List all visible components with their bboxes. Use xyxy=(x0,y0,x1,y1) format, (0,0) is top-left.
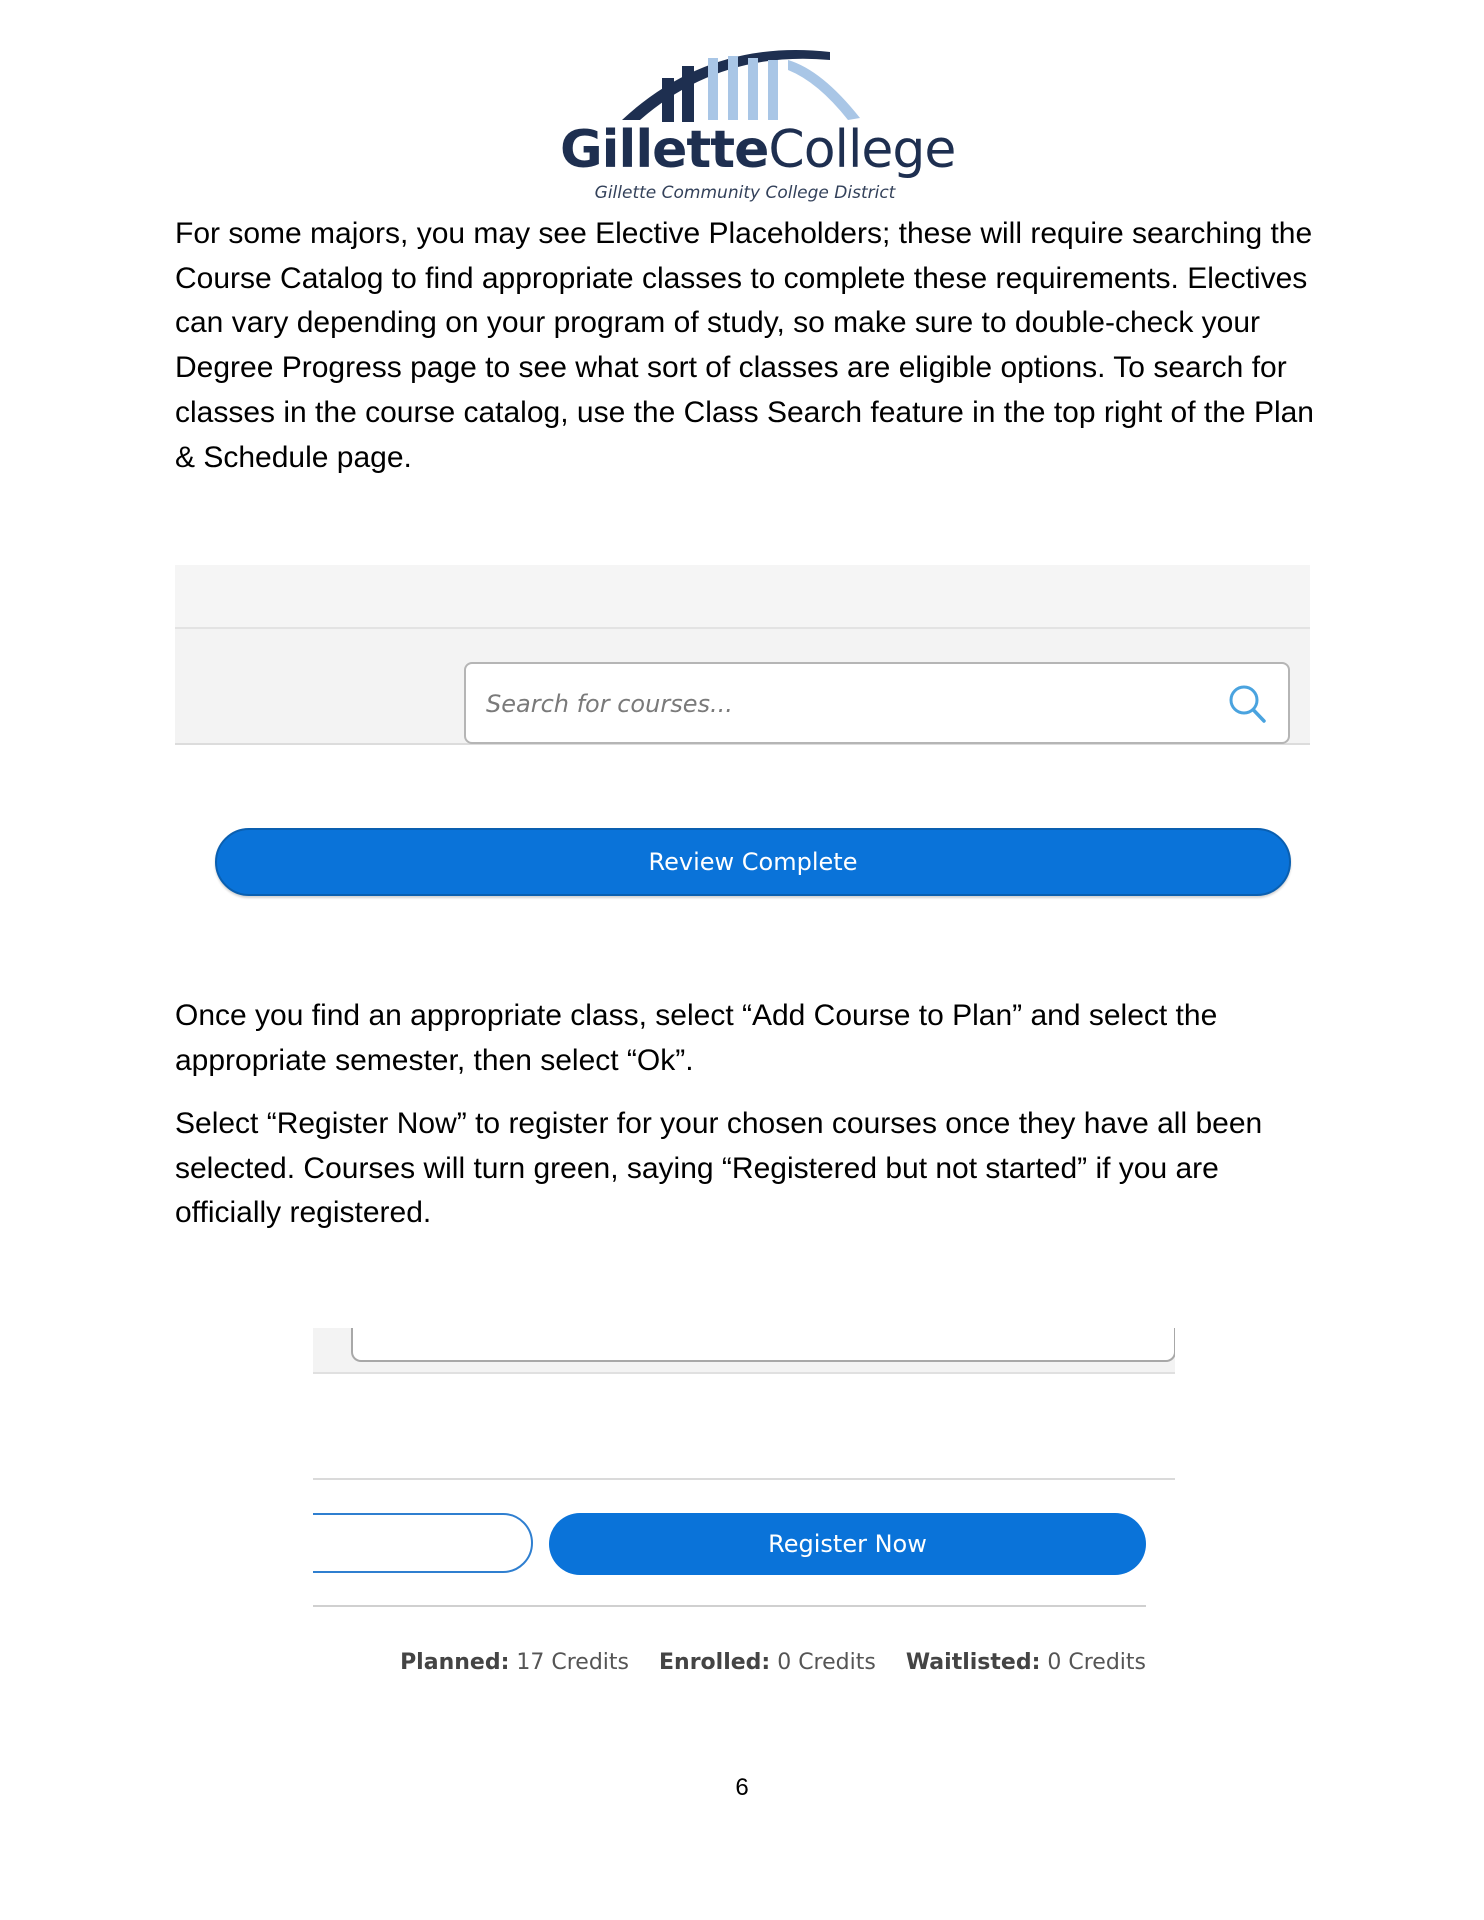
planned-credits: Planned: 17 Credits xyxy=(400,1650,629,1675)
bridge-arch-icon xyxy=(560,46,930,126)
course-search-field[interactable] xyxy=(464,662,1290,744)
page-number: 6 xyxy=(735,1774,749,1801)
toolbar-strip xyxy=(175,565,1310,629)
waitlisted-credits: Waitlisted: 0 Credits xyxy=(905,1650,1146,1675)
paragraph-elective-placeholders: For some majors, you may see Elective Placeholders; these will require searching the Course Catalog to find appropriate classes to complete these requirements. Electives can vary depending on your program of study, so make sure to double-check your Degree Progress page to see what sort of classes are eligible options. To search for classes in the course catalog, use the Class Search feature in the top right of the Plan & Schedule page. xyxy=(175,217,1314,474)
register-screenshot xyxy=(313,1328,1175,1698)
divider xyxy=(313,1478,1175,1480)
paragraph-register-now: Select “Register Now” to register for your chosen courses once they have all been selected. Courses will turn green, saying “Registered but not started” if you are officially registered. xyxy=(175,1107,1263,1230)
paragraph-add-course: Once you find an appropriate class, select “Add Course to Plan” and select the appropriate semester, then select “Ok”. xyxy=(175,999,1218,1077)
cropped-field xyxy=(351,1328,1175,1362)
search-input[interactable] xyxy=(484,678,1188,730)
credits-summary xyxy=(400,1650,1146,1675)
secondary-outline-button[interactable] xyxy=(313,1513,533,1573)
divider xyxy=(313,1605,1146,1607)
search-icon[interactable] xyxy=(1226,682,1268,726)
enrolled-credits: Enrolled: 0 Credits xyxy=(659,1650,876,1675)
register-now-button[interactable]: Register Now xyxy=(549,1513,1146,1575)
review-complete-button[interactable]: Review Complete xyxy=(215,828,1291,896)
class-search-screenshot xyxy=(175,565,1310,895)
gillette-college-logo: GilletteCollege Gillette Community College District xyxy=(560,46,930,206)
